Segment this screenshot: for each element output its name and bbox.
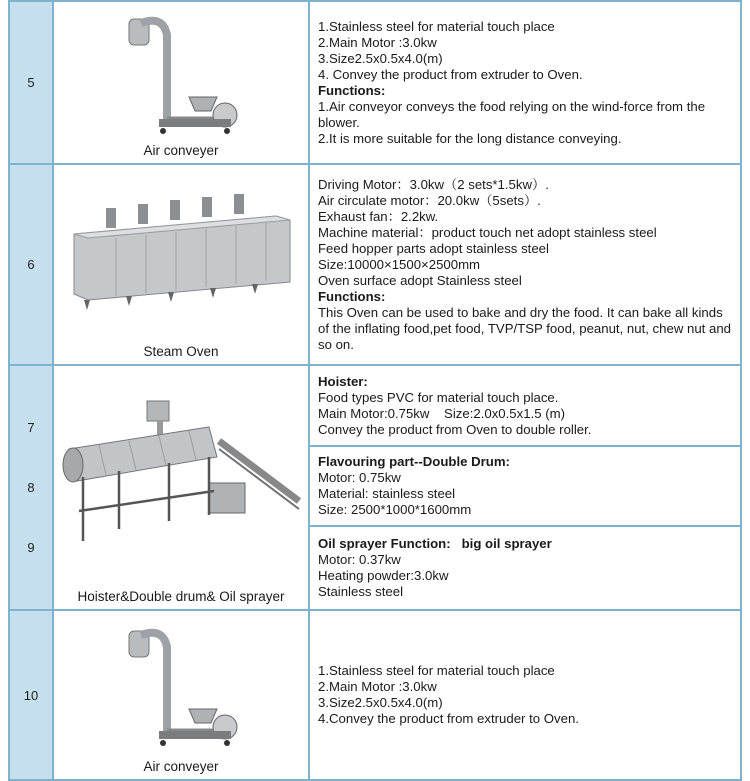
- spec-line: Convey the product from Oven to double roller.: [318, 421, 592, 437]
- table-row: [9, 365, 741, 446]
- spec-line: Driving Motor：3.0kw（2 sets*1.5kw）.: [318, 176, 549, 192]
- product-image-cell: [53, 1, 309, 164]
- row-number: 5: [9, 1, 53, 164]
- steam-oven-image: [66, 194, 296, 314]
- spec-line: Machine material：product touch net adopt stainless steel: [318, 224, 657, 240]
- spec-line: Size: 2500*1000*1600mm: [318, 502, 472, 517]
- spec-line: 1.Air conveyor conveys the food relying on the wind-force from the blower.: [318, 98, 709, 130]
- air-conveyer-image: [111, 623, 251, 748]
- image-caption: Steam Oven: [143, 344, 219, 359]
- product-image-cell: [53, 164, 309, 365]
- spec-line: 2.Main Motor :3.0kw: [318, 34, 437, 50]
- description-cell: [309, 610, 741, 780]
- description-cell: [309, 164, 741, 365]
- spec-line: Food types PVC for material touch place.: [318, 389, 559, 405]
- spec-line: 2.It is more suitable for the long distance conveying.: [318, 130, 622, 146]
- row-number: 9: [27, 540, 35, 555]
- spec-line: 1.Stainless steel for material touch place: [318, 18, 555, 34]
- spec-line: 1.Stainless steel for material touch place: [318, 663, 555, 678]
- air-conveyer-image: [111, 11, 251, 136]
- spec-line: Exhaust fan：2.2kw.: [318, 208, 439, 224]
- row-number-group: [9, 365, 53, 610]
- product-image-cell: [53, 610, 309, 780]
- description-cell: [309, 526, 741, 610]
- spec-line: Feed hopper parts adopt stainless steel: [318, 240, 549, 256]
- row-number: 8: [27, 480, 35, 495]
- spec-line: 4.Convey the product from extruder to Oven.: [318, 711, 579, 726]
- spec-line: Stainless steel: [318, 584, 404, 599]
- description-cell: [309, 446, 741, 526]
- section-heading: Oil sprayer Function: big oil sprayer: [318, 536, 552, 551]
- table-row: [9, 1, 741, 164]
- image-caption: Hoister&Double drum& Oil sprayer: [77, 589, 285, 604]
- section-heading: Flavouring part--Double Drum:: [318, 454, 510, 469]
- spec-line: Oven surface adopt Stainless steel: [318, 272, 522, 288]
- description-cell: [309, 1, 741, 164]
- section-heading: Functions:: [318, 288, 386, 304]
- spec-line: This Oven can be used to bake and dry the food. It can bake all kinds of the inflating food,pet food, TVP/TSP food, peanut, nut, chew nut and so on.: [318, 304, 735, 352]
- description-cell: [309, 365, 741, 446]
- section-heading: Hoister:: [318, 373, 368, 389]
- spec-line: Material: stainless steel: [318, 486, 456, 501]
- table-row: [9, 164, 741, 365]
- row-number: 10: [9, 610, 53, 780]
- spec-line: Motor: 0.75kw: [318, 470, 401, 485]
- spec-line: Size:10000×1500×2500mm: [318, 256, 481, 272]
- spec-line: 3.Size2.5x0.5x4.0(m): [318, 50, 443, 66]
- product-image-cell: [53, 365, 309, 610]
- table-row: [9, 610, 741, 780]
- row-number: 6: [9, 164, 53, 365]
- row-number: 7: [27, 420, 35, 435]
- section-heading: Functions:: [318, 82, 386, 98]
- hoister-drum-sprayer-image: [59, 391, 304, 561]
- spec-line: 4. Convey the product from extruder to Oven.: [318, 66, 583, 82]
- spec-line: Motor: 0.37kw: [318, 552, 401, 567]
- spec-line: Main Motor:0.75kw Size:2.0x0.5x1.5 (m): [318, 405, 565, 421]
- spec-line: Air circulate motor：20.0kw（5sets）.: [318, 192, 541, 208]
- image-caption: Air conveyer: [143, 143, 219, 158]
- image-caption: Air conveyer: [143, 759, 219, 774]
- spec-line: Heating powder:3.0kw: [318, 568, 449, 583]
- spec-line: 2.Main Motor :3.0kw: [318, 679, 437, 694]
- spec-table: [8, 0, 742, 781]
- spec-line: 3.Size2.5x0.5x4.0(m): [318, 695, 443, 710]
